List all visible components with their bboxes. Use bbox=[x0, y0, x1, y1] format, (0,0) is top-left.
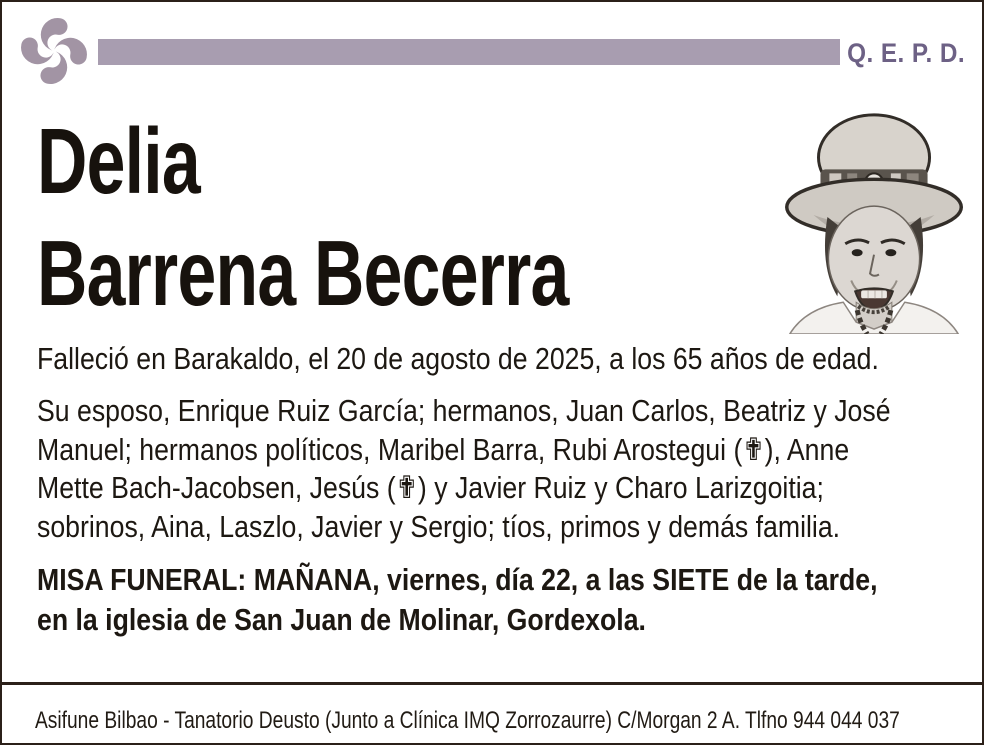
family-line: sobrinos, Aina, Laszlo, Javier y Sergio; tíos, primos y demás familia. bbox=[37, 508, 841, 544]
funeral-home-info: Asifune Bilbao - Tanatorio Deusto (Junto a Clínica IMQ Zorrozaurre) C/Morgan 2 A. Tlfno 944 044 037 bbox=[35, 707, 900, 734]
family-line: Manuel; hermanos políticos, Maribel Barra, Rubi Arostegui (✟), Anne bbox=[37, 431, 850, 467]
death-announcement: Falleció en Barakaldo, el 20 de agosto de 2025, a los 65 años de edad. bbox=[37, 341, 879, 376]
lauburu-icon bbox=[13, 11, 95, 91]
family-line: Mette Bach-Jacobsen, Jesús (✟) y Javier Ruiz y Charo Larizgoitia; bbox=[37, 470, 824, 505]
family-line: Su esposo, Enrique Ruiz García; hermanos, Juan Carlos, Beatriz y José bbox=[37, 393, 891, 428]
obituary-body bbox=[37, 339, 983, 640]
deceased-last-name: Barrena Becerra bbox=[37, 221, 569, 325]
header-accent-bar bbox=[98, 39, 840, 65]
funeral-line: MISA FUNERAL: MAÑANA, viernes, día 22, a las SIETE de la tarde, bbox=[37, 562, 878, 597]
footer-divider bbox=[2, 682, 982, 685]
deceased-name bbox=[37, 105, 569, 329]
family-paragraph bbox=[37, 392, 983, 546]
qepd-label: Q. E. P. D. bbox=[847, 38, 965, 68]
deceased-first-name: Delia bbox=[37, 109, 200, 213]
funeral-line: en la iglesia de San Juan de Molinar, Gordexola. bbox=[37, 602, 646, 637]
funeral-notice bbox=[37, 560, 983, 640]
deceased-portrait bbox=[783, 100, 969, 334]
